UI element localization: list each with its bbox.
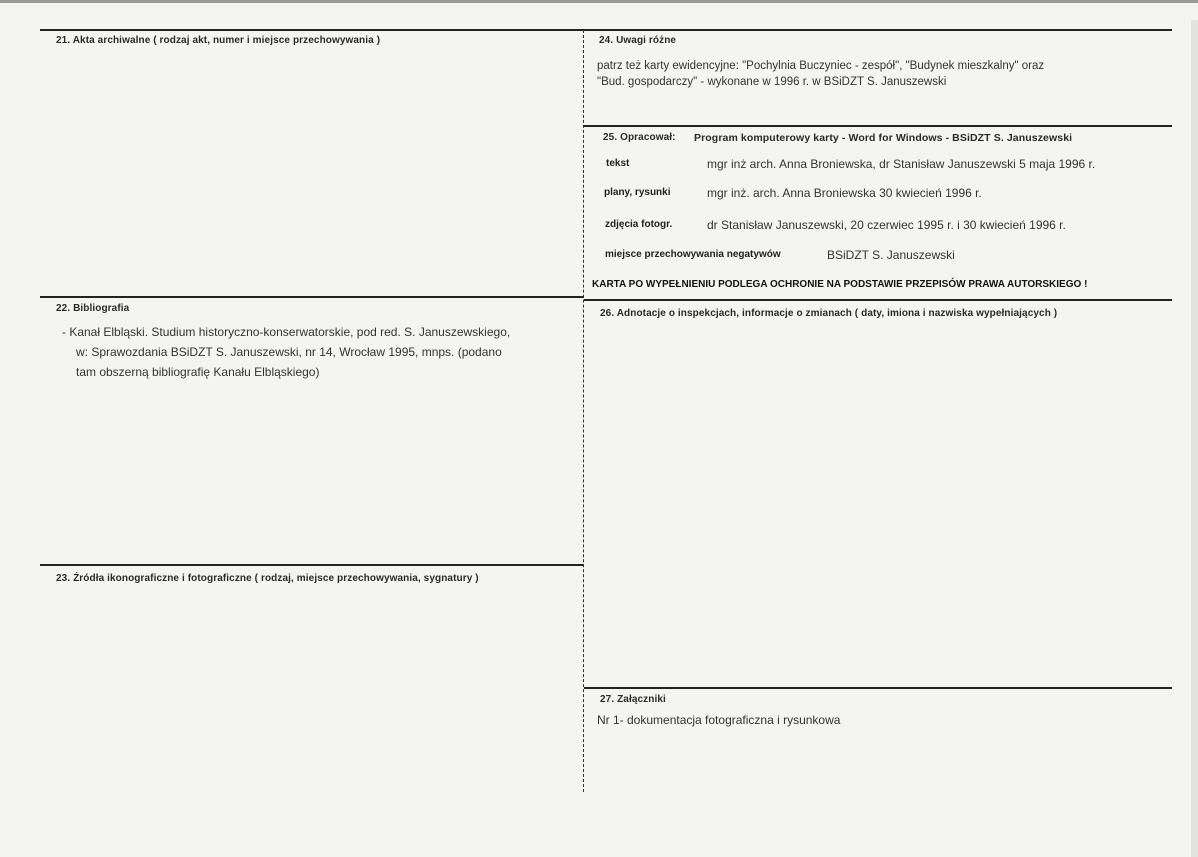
negatives-storage-value: BSiDZT S. Januszewski xyxy=(827,248,955,262)
top-rule xyxy=(40,29,1172,31)
section-23-heading: 23. Źródła ikonograficzne i fotograficzne ( rodzaj, miejsce przechowywania, sygnatury ) xyxy=(56,573,479,584)
remarks-line: "Bud. gospodarczy" - wykonane w 1996 r. w BSiDZT S. Januszewski xyxy=(597,76,947,88)
bibliography-line: - Kanał Elbląski. Studium historyczno-konserwatorskie, pod red. S. Januszewskiego, xyxy=(62,325,511,339)
scan-edge xyxy=(1191,20,1198,857)
section-27-heading: 27. Załączniki xyxy=(600,694,666,705)
top-border xyxy=(0,0,1198,3)
bibliography-line: tam obszerną bibliografię Kanału Elbląskiego) xyxy=(76,365,320,379)
text-author-label: tekst xyxy=(606,158,630,169)
plans-author-value: mgr inż. arch. Anna Broniewska 30 kwiecień 1996 r. xyxy=(707,186,982,200)
rule-22-23 xyxy=(40,564,584,566)
rule-25-26 xyxy=(584,299,1172,301)
photos-author-value: dr Stanisław Januszewski, 20 czerwiec 1995 r. i 30 kwiecień 1996 r. xyxy=(707,218,1066,232)
rule-24-25 xyxy=(584,125,1172,127)
copyright-warning: KARTA PO WYPEŁNIENIU PODLEGA OCHRONIE NA PODSTAWIE PRZEPISÓW PRAWA AUTORSKIEGO ! xyxy=(592,279,1088,290)
section-26-heading: 26. Adnotacje o inspekcjach, informacje o zmianach ( daty, imiona i nazwiska wypełniających ) xyxy=(600,308,1058,319)
rule-26-27 xyxy=(584,687,1172,689)
remarks-text xyxy=(597,58,1165,90)
negatives-storage-label: miejsce przechowywania negatywów xyxy=(605,249,781,260)
section-24-heading: 24. Uwagi różne xyxy=(599,35,677,46)
section-21-heading: 21. Akta archiwalne ( rodzaj akt, numer i miejsce przechowywania ) xyxy=(56,35,381,46)
bibliography-line: w: Sprawozdania BSiDZT S. Januszewski, nr 14, Wrocław 1995, mnps. (podano xyxy=(76,345,502,359)
remarks-line: patrz też karty ewidencyjne: "Pochylnia Buczyniec - zespół", "Budynek mieszkalny" oraz xyxy=(597,60,1045,72)
photos-author-label: zdjęcia fotogr. xyxy=(605,219,673,230)
attachments-text: Nr 1- dokumentacja fotograficzna i rysunkowa xyxy=(597,713,841,727)
text-author-value: mgr inż arch. Anna Broniewska, dr Stanisław Januszewski 5 maja 1996 r. xyxy=(707,157,1096,171)
column-divider xyxy=(583,30,584,792)
section-25-heading: 25. Opracował: xyxy=(603,132,676,143)
plans-author-label: plany, rysunki xyxy=(604,187,671,198)
section-22-heading: 22. Bibliografia xyxy=(56,303,130,314)
rule-21-22 xyxy=(40,296,584,298)
section-25-program: Program komputerowy karty - Word for Windows - BSiDZT S. Januszewski xyxy=(694,132,1073,144)
bibliography-list xyxy=(62,324,582,380)
